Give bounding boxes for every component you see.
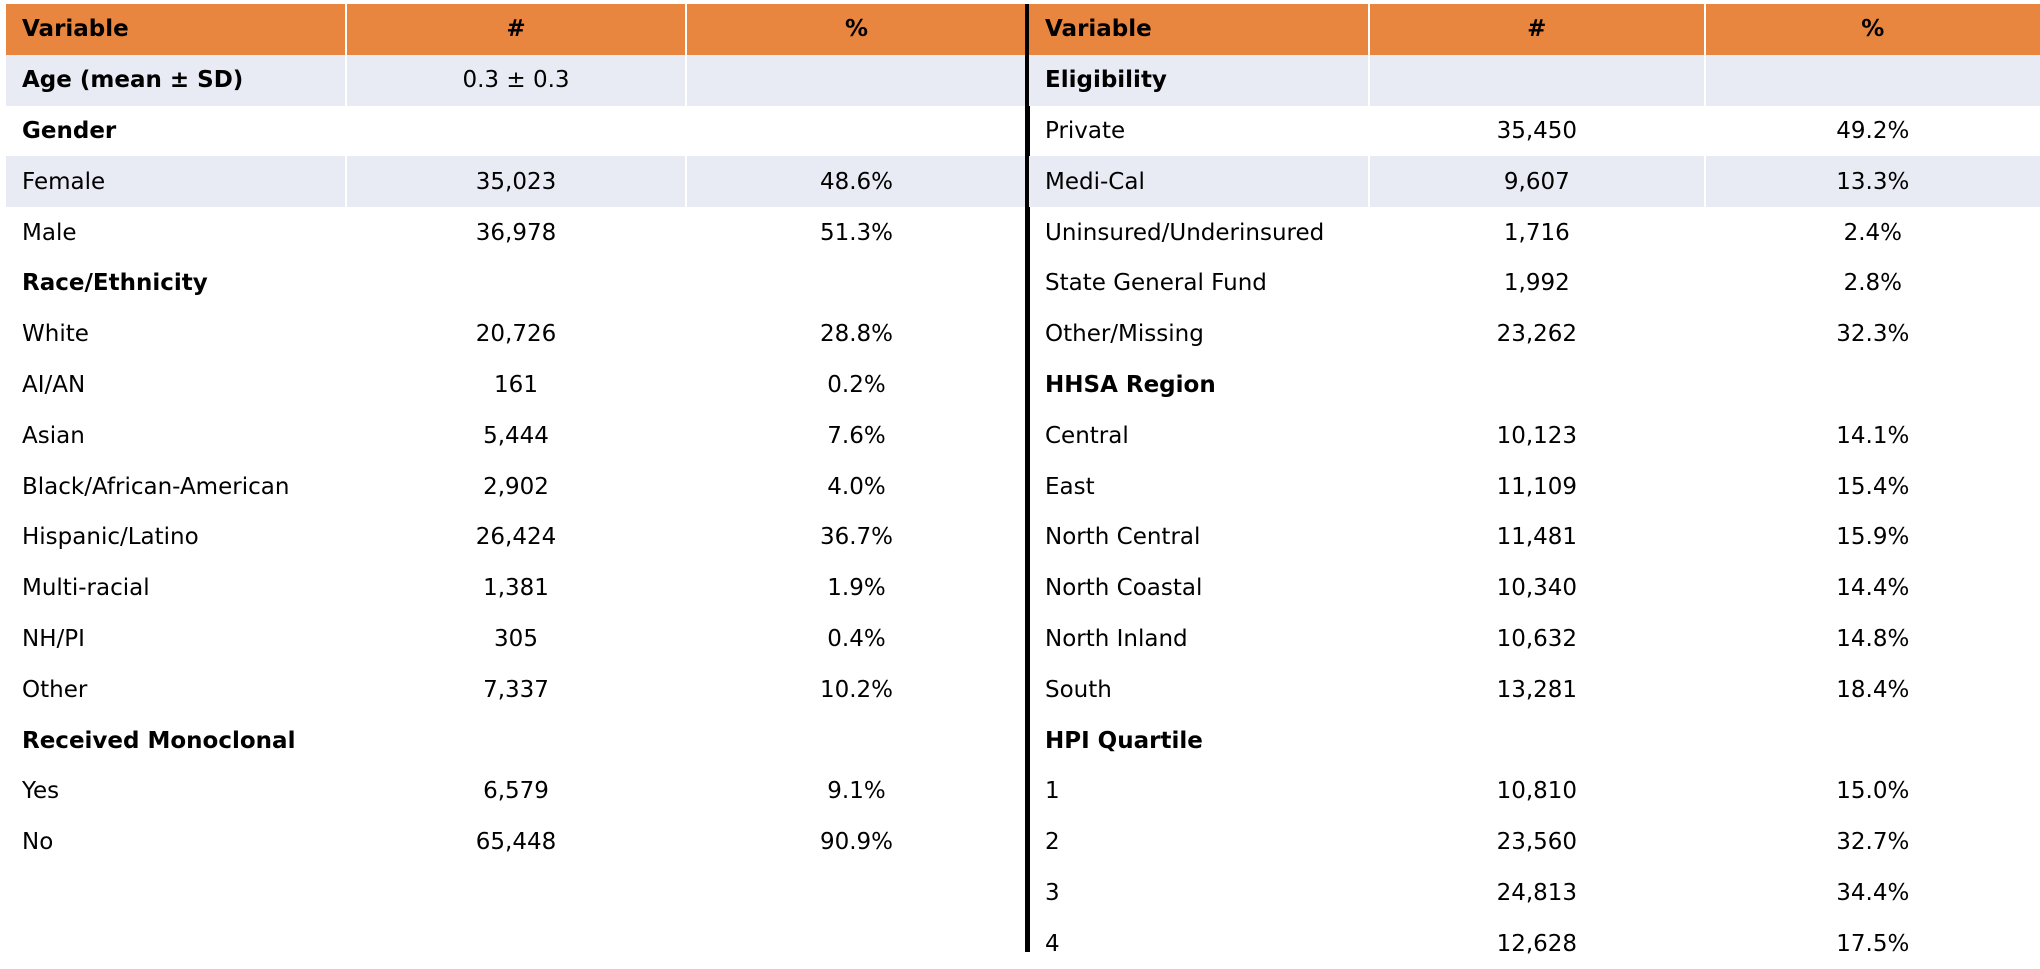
row-percent: 10.2% xyxy=(819,676,894,703)
table-row xyxy=(1029,766,2040,817)
row-count: 10,123 xyxy=(1369,410,1705,461)
row-count: 11,109 xyxy=(1369,461,1705,512)
row-percent xyxy=(686,258,1026,309)
table-row xyxy=(1029,512,2040,563)
row-label: NH/PI xyxy=(6,614,346,665)
row-count: 1,381 xyxy=(346,563,686,614)
table-row xyxy=(6,817,1026,868)
row-count: 23,560 xyxy=(1369,817,1705,868)
table-row xyxy=(1029,563,2040,614)
row-percent: 32.7% xyxy=(1836,829,1910,856)
row-percent: 32.3% xyxy=(1836,321,1910,348)
section-header-row xyxy=(6,258,1026,309)
column-header-percent: % xyxy=(1705,4,2040,55)
row-count xyxy=(1369,55,1705,106)
section-header-row xyxy=(6,106,1026,157)
row-count: 7,337 xyxy=(346,664,686,715)
row-percent xyxy=(686,55,1026,106)
row-percent: 90.9% xyxy=(819,829,894,856)
row-label: Yes xyxy=(6,766,346,817)
row-percent: 0.4% xyxy=(827,625,886,652)
row-count xyxy=(1369,360,1705,411)
table-row xyxy=(6,766,1026,817)
row-percent: 36.7% xyxy=(819,524,894,551)
row-label: South xyxy=(1029,664,1369,715)
section-header-row xyxy=(1029,715,2040,766)
row-label: Age (mean ± SD) xyxy=(6,55,346,106)
row-label: 4 xyxy=(1029,918,1369,969)
row-percent: 15.9% xyxy=(1836,524,1910,551)
table-row xyxy=(6,664,1026,715)
column-header-variable: Variable xyxy=(1029,4,1369,55)
row-count: 10,632 xyxy=(1369,614,1705,665)
row-count: 9,607 xyxy=(1369,156,1705,207)
row-count: 2,902 xyxy=(346,461,686,512)
row-percent: 51.3% xyxy=(819,219,894,246)
table-header-row xyxy=(6,4,1026,55)
table-row xyxy=(1029,664,2040,715)
row-label: East xyxy=(1029,461,1369,512)
row-label: 3 xyxy=(1029,868,1369,919)
row-label: North Coastal xyxy=(1029,563,1369,614)
demographics-table-left xyxy=(6,4,1026,868)
row-label: White xyxy=(6,309,346,360)
table-row xyxy=(1029,156,2040,207)
row-label: Male xyxy=(6,207,346,258)
table-row xyxy=(1029,868,2040,919)
section-header-row xyxy=(1029,360,2040,411)
table-row xyxy=(1029,918,2040,969)
row-percent: 2.4% xyxy=(1843,219,1903,246)
row-label: Private xyxy=(1029,106,1369,157)
row-percent xyxy=(1705,715,2040,766)
column-header-variable: Variable xyxy=(6,4,346,55)
section-header-row xyxy=(1029,55,2040,106)
row-percent: 28.8% xyxy=(819,321,894,348)
table-row xyxy=(1029,309,2040,360)
column-header-count: # xyxy=(1369,4,1705,55)
row-count: 10,810 xyxy=(1369,766,1705,817)
row-percent: 18.4% xyxy=(1836,676,1910,703)
table-row xyxy=(6,563,1026,614)
table-row xyxy=(6,461,1026,512)
column-header-count: # xyxy=(346,4,686,55)
row-count: 35,023 xyxy=(346,156,686,207)
row-label: HPI Quartile xyxy=(1029,715,1369,766)
row-count: 26,424 xyxy=(346,512,686,563)
row-percent xyxy=(1705,55,2040,106)
row-percent: 34.4% xyxy=(1836,879,1910,906)
row-label: Medi-Cal xyxy=(1029,156,1369,207)
table-row xyxy=(1029,817,2040,868)
row-percent: 14.4% xyxy=(1836,575,1910,602)
row-count: 11,481 xyxy=(1369,512,1705,563)
row-count: 13,281 xyxy=(1369,664,1705,715)
row-percent: 2.8% xyxy=(1843,270,1903,297)
row-label: Central xyxy=(1029,410,1369,461)
row-label: Female xyxy=(6,156,346,207)
row-label: No xyxy=(6,817,346,868)
row-count: 20,726 xyxy=(346,309,686,360)
row-count: 12,628 xyxy=(1369,918,1705,969)
row-count: 1,716 xyxy=(1369,207,1705,258)
row-percent: 9.1% xyxy=(827,778,886,805)
row-label: State General Fund xyxy=(1029,258,1369,309)
row-label: North Inland xyxy=(1029,614,1369,665)
row-count: 6,579 xyxy=(346,766,686,817)
table-row xyxy=(6,207,1026,258)
table-row xyxy=(6,360,1026,411)
row-percent: 14.8% xyxy=(1836,625,1910,652)
table-row xyxy=(1029,207,2040,258)
row-percent xyxy=(1705,360,2040,411)
row-label: HHSA Region xyxy=(1029,360,1369,411)
table-row xyxy=(6,512,1026,563)
table-row xyxy=(1029,461,2040,512)
row-count: 24,813 xyxy=(1369,868,1705,919)
table-row xyxy=(1029,410,2040,461)
row-percent: 1.9% xyxy=(827,575,886,602)
row-percent xyxy=(686,715,1026,766)
row-count: 0.3 ± 0.3 xyxy=(346,55,686,106)
column-header-percent: % xyxy=(686,4,1026,55)
row-label: Gender xyxy=(6,106,346,157)
row-percent: 49.2% xyxy=(1836,117,1910,144)
row-percent: 15.4% xyxy=(1836,473,1910,500)
row-label: Hispanic/Latino xyxy=(6,512,346,563)
row-count: 35,450 xyxy=(1369,106,1705,157)
row-count: 23,262 xyxy=(1369,309,1705,360)
table-header-row xyxy=(1029,4,2040,55)
row-percent: 4.0% xyxy=(827,473,886,500)
table-row xyxy=(1029,258,2040,309)
row-label: Received Monoclonal xyxy=(6,715,346,766)
table-row xyxy=(6,156,1026,207)
row-label: Asian xyxy=(6,410,346,461)
row-label: North Central xyxy=(1029,512,1369,563)
row-percent xyxy=(686,106,1026,157)
row-label: Eligibility xyxy=(1029,55,1369,106)
row-percent: 48.6% xyxy=(686,156,1026,207)
row-count: 65,448 xyxy=(346,817,686,868)
section-header-row xyxy=(6,55,1026,106)
row-count: 36,978 xyxy=(346,207,686,258)
row-percent: 7.6% xyxy=(827,422,886,449)
table-row xyxy=(1029,614,2040,665)
row-label: Uninsured/Underinsured xyxy=(1029,207,1369,258)
row-count: 1,992 xyxy=(1369,258,1705,309)
row-count: 5,444 xyxy=(346,410,686,461)
row-percent: 17.5% xyxy=(1836,930,1910,957)
row-label: 1 xyxy=(1029,766,1369,817)
row-label: Race/Ethnicity xyxy=(6,258,346,309)
table-row xyxy=(6,309,1026,360)
table-row xyxy=(1029,106,2040,157)
row-count xyxy=(346,106,686,157)
table-row xyxy=(6,410,1026,461)
row-count: 10,340 xyxy=(1369,563,1705,614)
row-label: Other/Missing xyxy=(1029,309,1369,360)
row-count: 161 xyxy=(346,360,686,411)
row-label: AI/AN xyxy=(6,360,346,411)
row-count xyxy=(346,715,686,766)
row-label: Multi-racial xyxy=(6,563,346,614)
row-label: Other xyxy=(6,664,346,715)
row-percent: 14.1% xyxy=(1836,422,1910,449)
row-label: 2 xyxy=(1029,817,1369,868)
row-count: 305 xyxy=(346,614,686,665)
table-row xyxy=(6,614,1026,665)
row-percent: 13.3% xyxy=(1705,156,2040,207)
row-label: Black/African-American xyxy=(6,461,346,512)
row-percent: 15.0% xyxy=(1836,778,1910,805)
row-count xyxy=(346,258,686,309)
section-header-row xyxy=(6,715,1026,766)
row-percent: 0.2% xyxy=(827,371,886,398)
row-count xyxy=(1369,715,1705,766)
demographics-table-right xyxy=(1029,4,2040,969)
